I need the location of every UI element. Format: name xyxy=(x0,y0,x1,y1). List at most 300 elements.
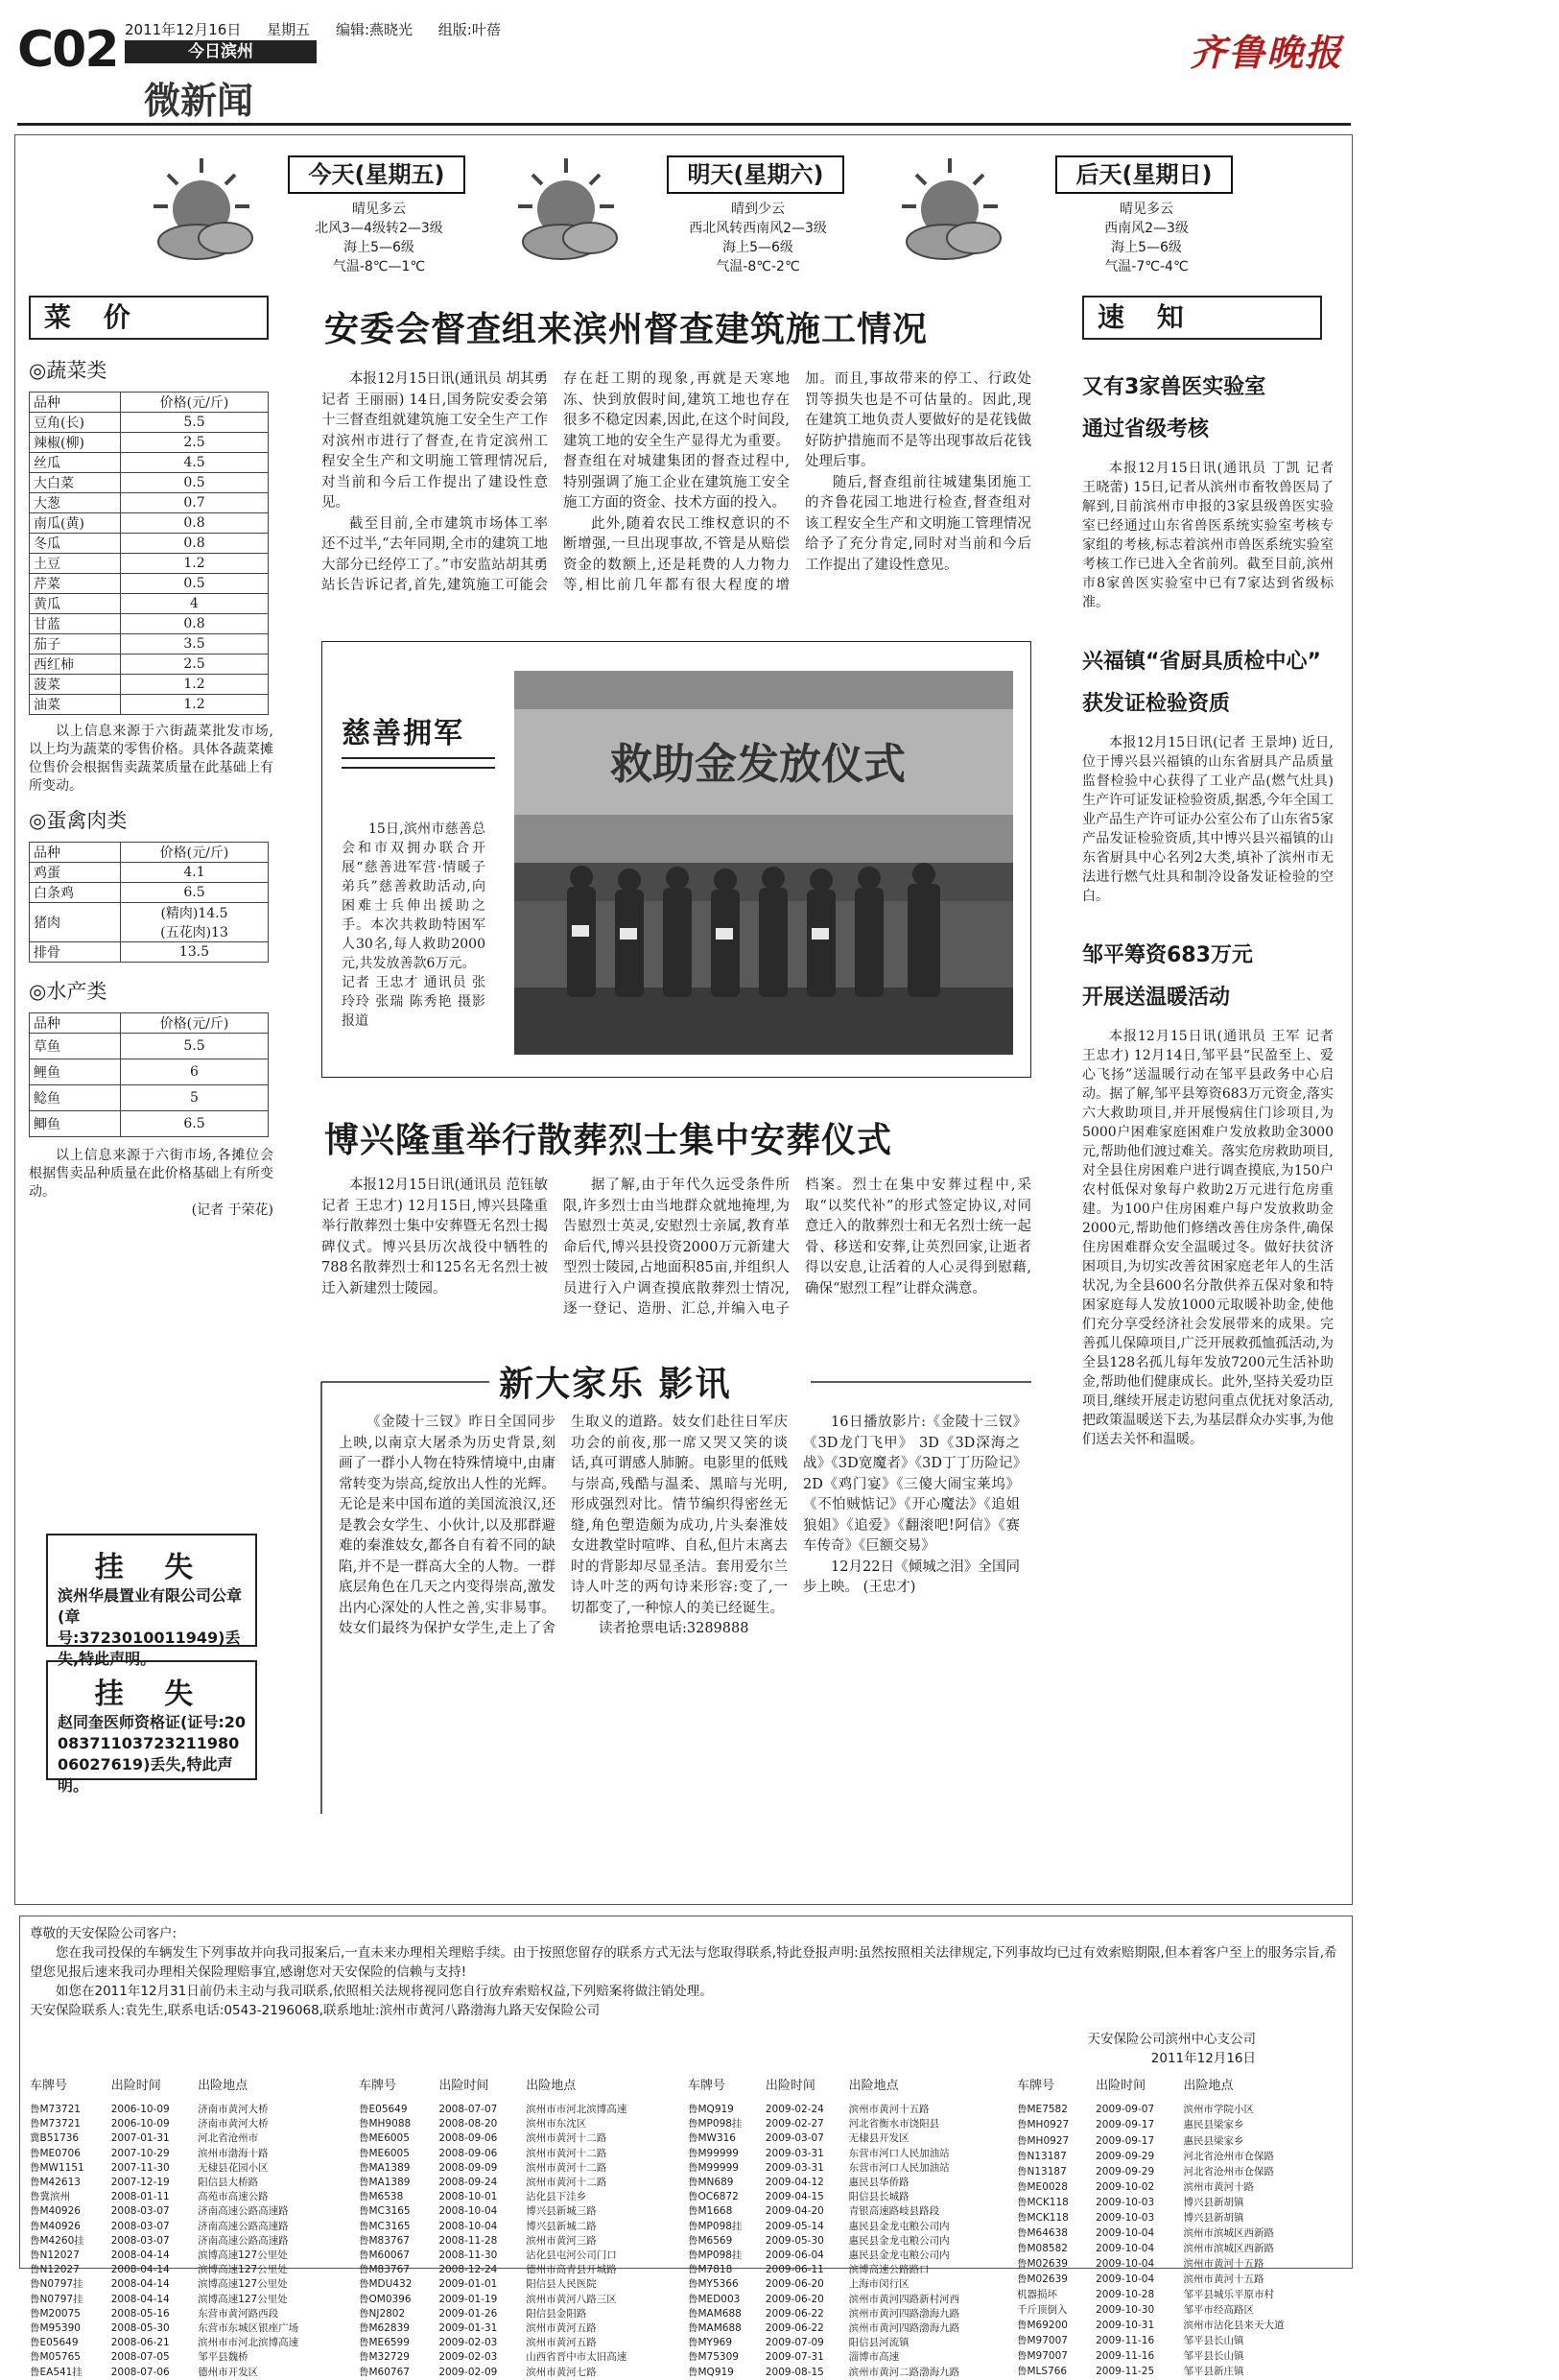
weather-line: 西南风2—3级 xyxy=(1104,221,1189,236)
quick-news-body: 本报12月15日讯(记者 王景坤) 近日,位于博兴县兴福镇的山东省厨具产品质量监督检验中心获得了工业产品(燃气灶具)生产许可证发证检验资质,据悉,今年全国工业产品生产许可证办公室公布了山东省5家产品发证检验资质,其中博兴县兴福镇的山东省厨具中心名列2大类,填补了滨州市无法进行燃气灶具和制冷设备发证检验的空白。 xyxy=(1082,735,1334,904)
table-cell: 13.5 xyxy=(121,942,269,963)
table-cell: 鲁ME7582 xyxy=(1017,2104,1068,2116)
table-cell: 鲁M40926 xyxy=(30,2220,81,2232)
table-cell: 2009-04-15 xyxy=(765,2191,824,2203)
notice-body: 赵同奎医师资格证(证号:200837110372321198006027619)丢失,特此声明。 xyxy=(58,1713,246,1795)
table-row xyxy=(359,2204,671,2219)
table-cell: 德州市高青县开城路 xyxy=(526,2264,617,2276)
table-cell: 滨州市黄河十五路 xyxy=(1183,2257,1264,2270)
table-row xyxy=(30,2249,342,2263)
table-row xyxy=(30,1013,269,1034)
veg-price-table xyxy=(29,392,269,715)
table-cell: 鲁M20075 xyxy=(30,2307,81,2320)
article1-paragraph: 随后,督查组前往城建集团施工的齐鲁花园工地进行检查,督查组对该工程安全生产和文明施工管理情况给予了充分肯定,同时对当前和今后工作提出了建设性意见。 xyxy=(805,474,1031,573)
ceremony-photo xyxy=(514,671,1013,1055)
table-cell: 鲁M83767 xyxy=(359,2234,410,2247)
table-row xyxy=(30,2204,342,2219)
table-cell: 2009-06-22 xyxy=(765,2307,824,2320)
table-row xyxy=(30,2277,342,2292)
table-header: 价格(元/斤) xyxy=(121,1013,269,1034)
table-cell: 2009-02-24 xyxy=(765,2104,824,2115)
photo-credit: 记者 王忠才 通讯员 张玲玲 张瑞 陈秀艳 摄影报道 xyxy=(342,975,485,1029)
table-cell: 阳信县金阳路 xyxy=(526,2307,587,2320)
table-row xyxy=(359,2220,671,2234)
weather-tomorrow-details xyxy=(657,200,859,276)
weather-line: 晴见多云 xyxy=(1120,202,1173,217)
table-cell: 6.5 xyxy=(121,883,269,903)
section-bar: 今日滨州 xyxy=(125,40,317,63)
table-row xyxy=(1017,2349,1329,2365)
table-cell: 河北省沧州市 xyxy=(198,2132,259,2145)
table-cell: 2006-10-09 xyxy=(110,2104,170,2115)
table-cell: 沾化县下洼乡 xyxy=(526,2191,587,2203)
table-cell: 2009-10-31 xyxy=(1096,2320,1155,2332)
table-cell: 邹平市经高路区 xyxy=(1183,2304,1255,2317)
table-cell: 阳信县大桥路 xyxy=(198,2177,259,2189)
table-cell: 5 xyxy=(121,1085,269,1111)
table-cell: 2009-06-20 xyxy=(765,2293,824,2305)
notice-lost-seal xyxy=(46,1534,257,1668)
quick-news-headline: 开展送温暖活动 xyxy=(1082,986,1231,1010)
table-cell: 2009-09-17 xyxy=(1096,2134,1155,2147)
table-cell: 鲁M60767 xyxy=(359,2366,410,2378)
table-cell: 鲁M08582 xyxy=(1017,2242,1068,2254)
fish-price-table xyxy=(29,1012,269,1137)
table-row xyxy=(688,2190,1000,2204)
table-cell: 鲁M75309 xyxy=(688,2351,739,2364)
table-cell: 鲁MCK118 xyxy=(1017,2211,1069,2224)
table-row xyxy=(1017,2195,1329,2210)
table-cell: 济南高速公路高速路 xyxy=(198,2234,289,2247)
table-header: 车牌号 xyxy=(688,2079,726,2093)
table-cell xyxy=(121,903,269,942)
table-row xyxy=(1017,2241,1329,2256)
table-cell: 鲁MQ919 xyxy=(688,2104,734,2115)
table-cell: 滨州市黄河八路三区 xyxy=(526,2293,617,2305)
table-cell: 2008-06-21 xyxy=(110,2337,170,2349)
table-cell: 2009-02-03 xyxy=(438,2351,498,2364)
table-row xyxy=(30,2366,342,2380)
table-cell: 西红柿 xyxy=(30,654,121,675)
table-cell: 河北省沧州市仓保路 xyxy=(1183,2165,1275,2178)
table-cell: 2009-08-15 xyxy=(765,2366,824,2378)
table-cell: 2008-12-24 xyxy=(438,2264,498,2276)
table-cell: 2009-03-31 xyxy=(765,2147,824,2159)
table-cell: 2008-09-06 xyxy=(438,2147,498,2159)
table-cell: 滨州市黄河十五路 xyxy=(1183,2273,1264,2285)
table-row xyxy=(688,2293,1000,2307)
table-cell: 2008-07-05 xyxy=(110,2351,170,2364)
notice-lost-certificate xyxy=(46,1660,257,1795)
table-cell: 1.2 xyxy=(121,695,269,715)
film-paragraph: 12月22日《倾城之泪》全国同步上映。 (王忠才) xyxy=(803,1559,1020,1595)
notice-title: 挂 失 xyxy=(94,1551,209,1584)
table-cell: 油菜 xyxy=(30,695,121,715)
table-cell: 鲁M99999 xyxy=(688,2161,739,2174)
table-cell: 德州市开发区 xyxy=(198,2366,259,2378)
table-cell: 菠菜 xyxy=(30,675,121,695)
table-row xyxy=(30,675,269,695)
table-row xyxy=(688,2131,1000,2146)
table-header: 车牌号 xyxy=(359,2079,397,2093)
table-cell: 惠民县华侨路 xyxy=(848,2177,909,2189)
table-cell: 2009-11-16 xyxy=(1096,2335,1155,2347)
table-row xyxy=(1017,2319,1329,2334)
table-cell: 2008-10-01 xyxy=(438,2191,498,2203)
table-cell: 滨州市黄河二路渤海九路 xyxy=(848,2366,960,2378)
table-row xyxy=(30,695,269,715)
table-row xyxy=(688,2075,1000,2103)
table-cell: 惠民县梁家乡 xyxy=(1183,2134,1244,2147)
photo-caption-text: 15日,滨州市慈善总会和市双拥办联合开展“慈善进军营·情暖子弟兵”慈善救助活动,向困难士兵伸出援助之手。本次共救助特困军人30名,每人救助2000元,共发放善款6万元。 xyxy=(342,821,485,971)
table-cell: 鲁M02639 xyxy=(1017,2273,1068,2285)
table-cell: 2009-11-16 xyxy=(1096,2350,1155,2363)
table-cell: 2009-09-29 xyxy=(1096,2165,1155,2178)
table-row xyxy=(30,393,269,413)
table-cell: 邹平县新庄镇 xyxy=(1183,2366,1244,2378)
table-cell: 土豆 xyxy=(30,554,121,574)
table-header: 出险地点 xyxy=(198,2079,248,2093)
table-cell: 阳信县长城路 xyxy=(848,2191,909,2203)
table-cell: 鲁N12027 xyxy=(30,2249,80,2262)
table-cell: 鲁MP098挂 xyxy=(688,2118,743,2130)
table-cell: 鲁N0797挂 xyxy=(30,2293,83,2305)
table-cell: 2009-06-22 xyxy=(765,2322,824,2335)
weather-line: 气温-8℃-2℃ xyxy=(716,259,800,274)
pork-lean-price: (精肉)14.5 xyxy=(160,906,228,921)
table-cell: 鲶鱼 xyxy=(30,1085,121,1111)
table-cell: 2009-01-01 xyxy=(438,2278,498,2291)
table-header: 价格(元/斤) xyxy=(121,393,269,413)
table-cell: 滨博高速127公里处 xyxy=(198,2249,288,2262)
table-cell: 鲁M02639 xyxy=(1017,2257,1068,2270)
table-row xyxy=(30,1085,269,1111)
table-row xyxy=(688,2366,1000,2380)
table-cell: 6.5 xyxy=(121,1111,269,1137)
table-cell: 鲁E05649 xyxy=(30,2337,79,2349)
table-row xyxy=(30,513,269,534)
table-row xyxy=(1017,2288,1329,2303)
table-cell: 2008-03-07 xyxy=(110,2234,170,2247)
table-cell: 2009-05-14 xyxy=(765,2220,824,2232)
table-cell: 南瓜(黄) xyxy=(30,513,121,534)
table-header: 价格(元/斤) xyxy=(121,843,269,863)
table-cell: 辣椒(柳) xyxy=(30,433,121,453)
table-cell: 鲁MQ919 xyxy=(688,2366,734,2378)
fish-price-note: 以上信息来源于六街市场,各摊位会根据售卖品种质量在此价格基础上有所变动。 xyxy=(29,1148,273,1200)
insurance-case-table xyxy=(359,2075,671,2380)
table-cell: 鲁MLS766 xyxy=(1017,2366,1068,2378)
table-cell: 5.5 xyxy=(121,1034,269,1059)
table-cell: 2009-10-04 xyxy=(1096,2273,1155,2285)
table-row xyxy=(1017,2210,1329,2225)
film-paragraph: 读者抢票电话:3289888 xyxy=(599,1621,749,1636)
table-cell: 河北省沧州市仓保路 xyxy=(1183,2150,1275,2162)
table-row xyxy=(688,2307,1000,2321)
table-row xyxy=(30,2161,342,2176)
table-cell: 博兴县新城二路 xyxy=(526,2220,597,2232)
table-row xyxy=(688,2220,1000,2234)
table-cell: 2008-05-30 xyxy=(110,2322,170,2335)
table-row xyxy=(688,2321,1000,2336)
table-cell: 白条鸡 xyxy=(30,883,121,903)
table-row xyxy=(30,2234,342,2249)
article1-paragraph: 此外,随着农民工维权意识的不断增强,一旦出现事故,不管是从赔偿资金的数额上,还是耗费的人力物力等,相比前几年都有很大程度的增加。而且,事故带来的停工、行政处罚等损失也是不可估量的。因此,现在建筑工地负责人要做好的是花钱做好防护措施而不是等出现事故后花钱处理后事。 xyxy=(563,371,1031,593)
table-cell: 2009-01-19 xyxy=(438,2293,498,2305)
table-row xyxy=(1017,2303,1329,2319)
weather-strip xyxy=(149,144,1348,283)
table-cell: 鲁M4260挂 xyxy=(30,2234,84,2247)
table-row xyxy=(1017,2334,1329,2349)
table-cell: 东营市河口人民加油站 xyxy=(848,2161,950,2174)
table-cell: 2009-04-20 xyxy=(765,2205,824,2218)
table-cell: 滨州市黄河十二路 xyxy=(526,2177,607,2189)
table-header: 出险地点 xyxy=(1183,2079,1234,2093)
table-cell: 2009-10-30 xyxy=(1096,2304,1155,2317)
table-cell: 鲁M69200 xyxy=(1017,2320,1068,2332)
table-row xyxy=(30,2131,342,2146)
table-cell: 无棣县开发区 xyxy=(848,2132,909,2145)
insurance-date: 2011年12月16日 xyxy=(1150,2051,1256,2066)
insurance-paragraph: 如您在2011年12月31日前仍未主动与我司联系,依照相关法规将视同您自行放弃索赔权益,下列赔案将做注销处理。 xyxy=(56,1984,713,1999)
table-cell: 机器损坏 xyxy=(1017,2288,1057,2300)
section-logo: 微新闻 xyxy=(144,80,254,122)
title-underline xyxy=(342,757,495,759)
table-cell: 鲁M40926 xyxy=(30,2205,81,2218)
table-header: 车牌号 xyxy=(30,2079,68,2093)
weather-line: 西北风转西南风2—3级 xyxy=(689,221,827,236)
table-cell: 滨州市黄河四路渤海九路 xyxy=(848,2322,960,2335)
table-cell: 鲁M83767 xyxy=(359,2264,410,2276)
table-cell: 2009-06-11 xyxy=(765,2264,824,2276)
table-row xyxy=(30,2263,342,2277)
weather-line: 北风3—4级转2—3级 xyxy=(315,221,443,236)
table-cell: 鲁MA1389 xyxy=(359,2177,411,2189)
table-cell: 丝瓜 xyxy=(30,453,121,473)
table-cell: 惠民县金龙屯粮公司内 xyxy=(848,2249,950,2262)
table-cell: 滨州市黄河四路新村河西 xyxy=(848,2293,960,2305)
veg-price-note: 以上信息来源于六街蔬菜批发市场,以上均为蔬菜的零售价格。具体各蔬菜摊位售价会根据售卖蔬菜质量在此基础上有所变动。 xyxy=(29,724,273,794)
table-row xyxy=(1017,2164,1329,2179)
table-row xyxy=(30,1111,269,1137)
table-row xyxy=(359,2131,671,2146)
table-row xyxy=(688,2350,1000,2365)
weather-line: 晴见多云 xyxy=(352,202,406,217)
article1-paragraph: 本报12月15日讯(通讯员 胡其勇 记者 王丽丽) 14日,国务院安委会第十三督查组就建筑施工安全生产工作对滨州市进行了督查,在肯定滨州工程安全生产和文明施工管理情况后,对当前和今后工作提出了建设性意见。 xyxy=(321,371,548,511)
table-row xyxy=(30,2350,342,2365)
egg-price-table xyxy=(29,842,269,963)
table-header: 车牌号 xyxy=(1017,2079,1055,2093)
egg-section-title: ◎蛋禽肉类 xyxy=(29,809,128,832)
table-cell: 济南市黄河大桥 xyxy=(198,2104,269,2115)
table-row xyxy=(359,2350,671,2365)
table-cell: 滨州市沾化县来天大道 xyxy=(1183,2320,1285,2332)
table-cell: 鲁MN689 xyxy=(688,2177,734,2189)
table-row xyxy=(688,2249,1000,2263)
table-cell: 2009-06-04 xyxy=(765,2249,824,2262)
table-cell: 0.8 xyxy=(121,513,269,534)
issue-layout: 组版:叶蓓 xyxy=(437,21,501,38)
notice-body: 滨州华晨置业有限公司公章(章号:3723010011949)丢失,特此声明。 xyxy=(58,1586,243,1668)
photo-feature-title: 慈善拥军 xyxy=(342,717,464,750)
table-cell: 2009-10-03 xyxy=(1096,2211,1155,2224)
table-row xyxy=(359,2307,671,2321)
weather-line: 海上5—6级 xyxy=(722,240,793,255)
table-cell: 2.5 xyxy=(121,433,269,453)
quick-news-body: 本报12月15日讯(通讯员 丁凯 记者 王晓蕾) 15日,记者从滨州市畜牧兽医局了解到,目前滨州市申报的3家县级兽医实验室已经通过山东省兽医系统实验室考核专家组的考核,标志着滨州市兽医系统实验室考核工作已进入全省前列。截至目前,滨州市8家兽医实验室中已有7家达到省级标准。 xyxy=(1082,461,1334,610)
table-cell: 4.1 xyxy=(121,863,269,883)
table-cell: 滨州市黄河七路 xyxy=(526,2366,597,2378)
sunny-cloudy-icon xyxy=(149,154,264,269)
table-cell: 6 xyxy=(121,1059,269,1085)
article2-headline: 博兴隆重举行散葬烈士集中安葬仪式 xyxy=(324,1121,893,1160)
table-cell: 2009-11-25 xyxy=(1096,2366,1155,2378)
table-cell: 草鱼 xyxy=(30,1034,121,1059)
table-cell: 鲫鱼 xyxy=(30,1111,121,1137)
issue-meta xyxy=(125,19,522,39)
table-cell: 鲁N13187 xyxy=(1017,2150,1067,2162)
table-row xyxy=(688,2147,1000,2161)
table-header: 出险地点 xyxy=(848,2079,899,2093)
table-row xyxy=(30,2147,342,2161)
table-row xyxy=(688,2277,1000,2292)
table-cell: 鲁M95390 xyxy=(30,2322,81,2335)
table-cell: 2009-10-28 xyxy=(1096,2288,1155,2300)
table-cell: 2008-09-24 xyxy=(438,2177,498,2189)
price-column xyxy=(29,296,273,1220)
table-row xyxy=(30,863,269,883)
sunny-cloudy-icon xyxy=(513,154,628,269)
article1-paragraph: 截至目前,全市建筑市场体工率还不过半,“去年同期,全市的建筑工地大部分已经停工了。”市安监站胡其勇站长告诉记者,首先,建筑施工可能会存在赶工期的现象,再就是天寒地冻、快到放假时间,建筑工地也存在很多不稳定因素,因此,在这个时间段,建筑工地的安全生产显得尤为重要。督查组在对城建集团的督查过程中,特别强调了施工企业在建筑施工安全施工方面的资金、技术方面的投入。 xyxy=(321,371,790,593)
table-cell: 2009-09-29 xyxy=(1096,2150,1155,2162)
table-cell: 鲁N12027 xyxy=(30,2264,80,2276)
table-cell: 鲁MC3165 xyxy=(359,2205,411,2218)
table-cell: 2009-04-12 xyxy=(765,2177,824,2189)
table-cell: 博兴县新城三路 xyxy=(526,2205,597,2218)
table-header: 出险地点 xyxy=(526,2079,577,2093)
table-cell: 惠民县金龙屯粮公司内 xyxy=(848,2234,950,2247)
table-cell: 2008-07-06 xyxy=(110,2366,170,2378)
insurance-signature xyxy=(1088,2030,1257,2068)
weather-today-title: 今天(星期五) xyxy=(288,155,465,194)
insurance-contact: 天安保险联系人:袁先生,联系电话:0543-2196068,联系地址:滨州市黄河八路渤海九路天安保险公司 xyxy=(30,2003,601,2018)
quick-news-item xyxy=(1082,935,1334,1449)
table-cell: 2009-10-04 xyxy=(1096,2242,1155,2254)
page-number: C02 xyxy=(17,21,118,79)
table-cell: 鲁MCK118 xyxy=(1017,2196,1069,2208)
film-box xyxy=(321,1353,1031,1814)
article1-headline: 安委会督查组来滨州督查建筑施工情况 xyxy=(324,310,929,349)
banner-text: 救助金发放仪式 xyxy=(610,740,906,789)
table-row xyxy=(359,2321,671,2336)
table-cell: 滨博高速127公里处 xyxy=(198,2264,288,2276)
table-cell: 2009-10-04 xyxy=(1096,2257,1155,2270)
table-cell: 滨州市东沈区 xyxy=(526,2118,587,2130)
table-cell: 滨州市黄河三路 xyxy=(526,2234,597,2247)
weather-line: 晴到少云 xyxy=(731,202,785,217)
table-row xyxy=(30,554,269,574)
table-row xyxy=(1017,2118,1329,2133)
table-cell: 邹平县城乐平原市村 xyxy=(1183,2288,1275,2300)
table-cell: 河北省衡水市饶阳县 xyxy=(848,2118,940,2130)
table-row xyxy=(688,2161,1000,2176)
table-row xyxy=(1017,2256,1329,2272)
table-cell: 0.8 xyxy=(121,534,269,554)
table-cell: 东营市东城区银座广场 xyxy=(198,2322,299,2335)
table-row xyxy=(30,2307,342,2321)
table-cell: 鲁MY5366 xyxy=(688,2278,739,2291)
quick-news-item xyxy=(1082,641,1334,906)
table-row xyxy=(1017,2365,1329,2380)
table-cell: 鲁M6538 xyxy=(359,2191,404,2203)
table-row xyxy=(359,2075,671,2103)
table-cell: 邹平县魏桥 xyxy=(198,2351,248,2364)
table-row xyxy=(30,614,269,634)
insurance-paragraph: 您在我司投保的车辆发生下列事故并向我司报案后,一直未来办理相关理赔手续。由于按照您留存的联系方式无法与您取得联系,特此登报声明:虽然按照相关法律规定,下列事故均已过有效索赔期限,但本着客户至上的服务宗旨,希望您见报后速来我司办理相关保险理赔事宜,感谢您对天安保险的信赖与支持! xyxy=(30,1945,1337,1980)
table-cell: 0.7 xyxy=(121,493,269,513)
table-row xyxy=(359,2161,671,2176)
table-cell: 2008-09-09 xyxy=(438,2161,498,2174)
table-cell: 滨州市黄河五路 xyxy=(526,2337,597,2349)
table-cell: 济南高速公路高速路 xyxy=(198,2220,289,2232)
table-cell: 2008-10-04 xyxy=(438,2205,498,2218)
table-cell: 鲁冀滨州 xyxy=(30,2191,70,2203)
table-cell: 鲁M42613 xyxy=(30,2177,81,2189)
table-cell: 2008-03-07 xyxy=(110,2220,170,2232)
table-cell: 阳信县人民医院 xyxy=(526,2278,597,2291)
table-cell: 鲁ME6005 xyxy=(359,2147,410,2159)
weather-dayafter-details xyxy=(1046,200,1247,276)
table-cell: 2008-09-06 xyxy=(438,2132,498,2145)
table-cell: 2008-10-04 xyxy=(438,2220,498,2232)
fish-price-reporter: (记者 于荣花) xyxy=(191,1202,273,1218)
table-row xyxy=(359,2103,671,2117)
table-cell: 2008-03-07 xyxy=(110,2205,170,2218)
table-row xyxy=(30,2293,342,2307)
film-body xyxy=(339,1413,1020,1806)
table-cell: 鲁M60067 xyxy=(359,2249,410,2262)
table-row xyxy=(30,453,269,473)
table-cell: 滨州市学院小区 xyxy=(1183,2104,1255,2116)
table-cell: 2009-03-07 xyxy=(765,2132,824,2145)
table-cell: 4 xyxy=(121,594,269,614)
table-cell: 鲁MED003 xyxy=(688,2293,741,2305)
issue-weekday: 星期五 xyxy=(267,21,311,38)
table-row xyxy=(1017,2075,1329,2103)
table-cell: 滨州市市河北滨博高速 xyxy=(198,2337,299,2349)
table-cell: 2008-11-30 xyxy=(438,2249,498,2262)
table-cell: 鲁M99999 xyxy=(688,2147,739,2159)
table-cell: 2009-07-09 xyxy=(765,2337,824,2349)
table-cell: 鲁M32729 xyxy=(359,2351,410,2364)
table-cell: 滨州市黄河十路 xyxy=(1183,2180,1255,2193)
table-cell: 0.5 xyxy=(121,473,269,493)
table-header: 出险时间 xyxy=(1096,2079,1146,2093)
table-cell: 0.5 xyxy=(121,574,269,594)
table-row xyxy=(30,903,269,942)
insurance-case-table xyxy=(30,2075,342,2380)
table-header: 品种 xyxy=(30,393,121,413)
table-cell: 鲁M73721 xyxy=(30,2104,81,2115)
table-row xyxy=(1017,2225,1329,2241)
table-cell: 高苑市高速公路 xyxy=(198,2191,269,2203)
table-cell: 滨州市黄河四路渤海九路 xyxy=(848,2307,960,2320)
table-cell: 滨州市渤海十路 xyxy=(198,2147,269,2159)
table-row xyxy=(30,2220,342,2234)
table-cell: 2008-05-16 xyxy=(110,2307,170,2320)
table-cell: 博兴县新胡镇 xyxy=(1183,2211,1244,2224)
table-row xyxy=(1017,2133,1329,2149)
